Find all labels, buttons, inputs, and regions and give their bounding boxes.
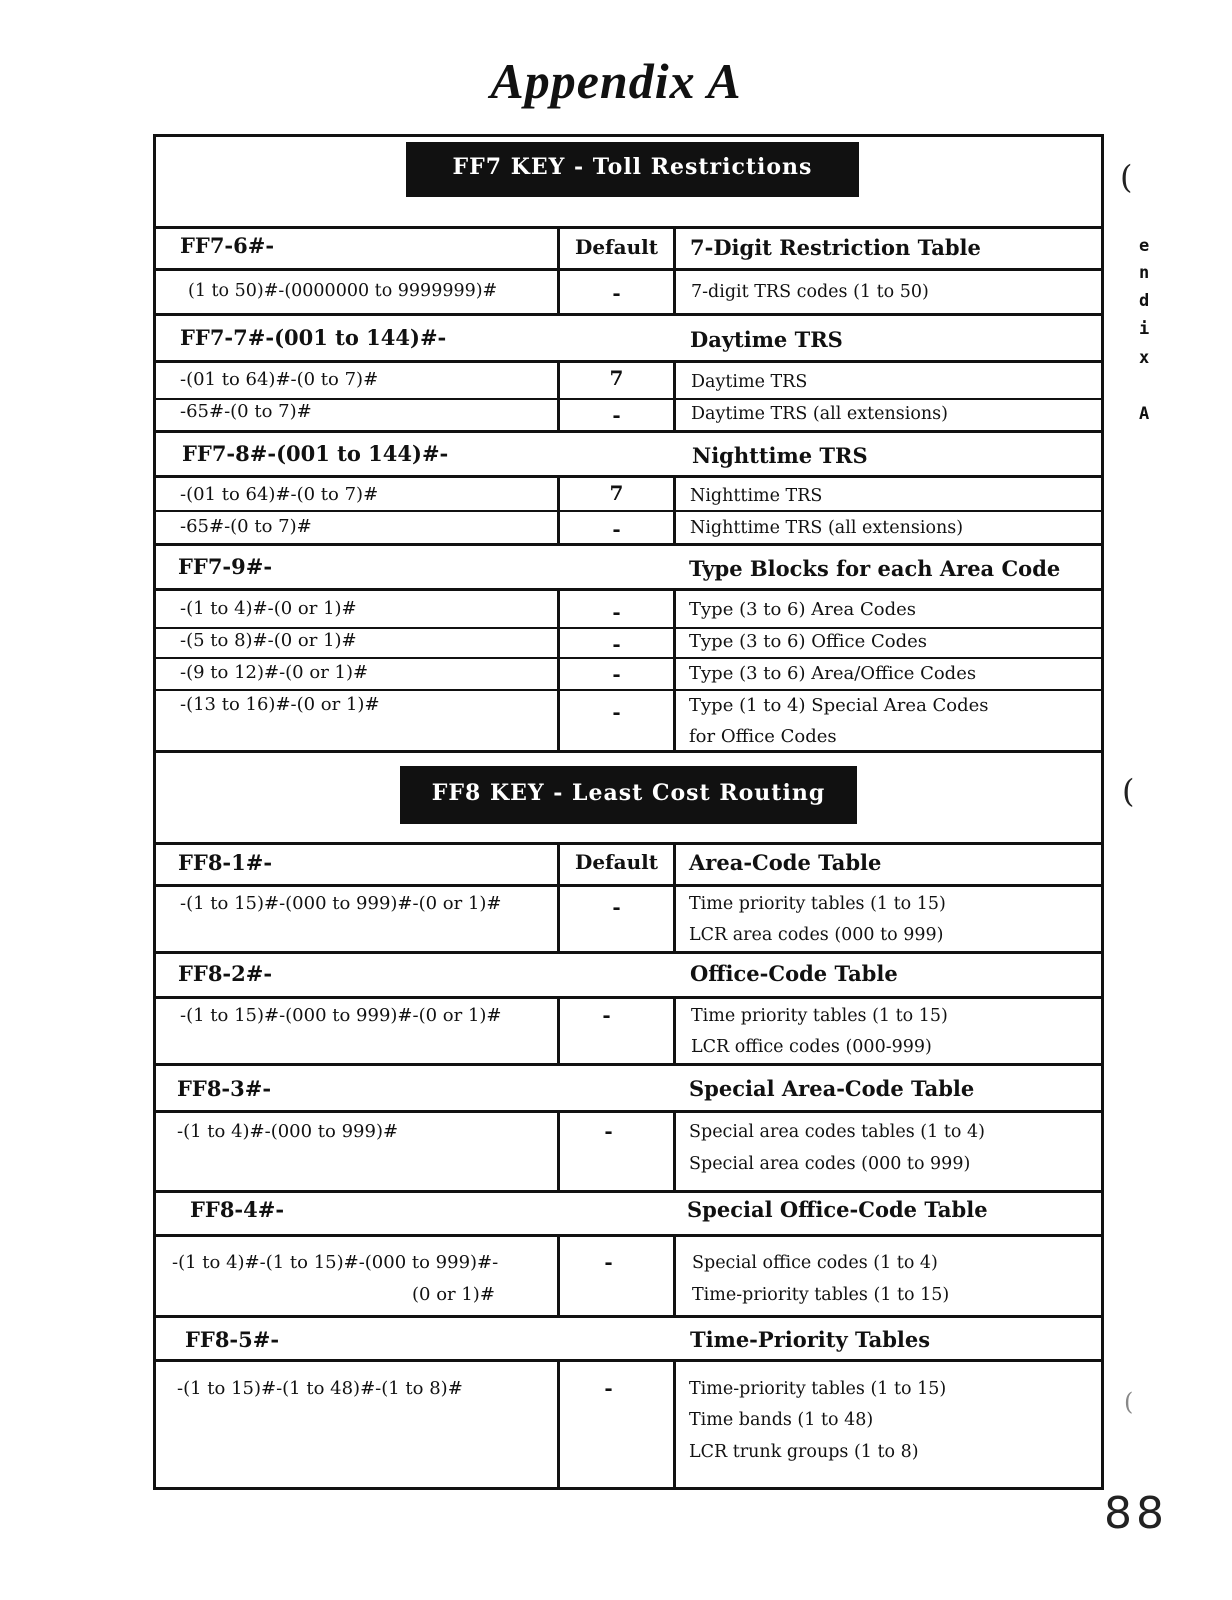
ff7-8-row-default: 7 — [609, 481, 624, 505]
ff8-1-desc-header: Area-Code Table — [689, 850, 882, 875]
ff7-7-row-desc: Daytime TRS (all extensions) — [691, 404, 948, 424]
ff8-1-desc-line: Time priority tables (1 to 15) — [689, 894, 946, 914]
ff7-6-desc-header: 7-Digit Restriction Table — [690, 235, 981, 260]
ff7-7-row-default: 7 — [609, 366, 624, 390]
ff7-7-desc-header: Daytime TRS — [690, 327, 843, 352]
ff8-4-param: -(1 to 4)#-(1 to 15)#-(000 to 999)#- — [172, 1252, 499, 1273]
punch-hole-mark: ( — [1120, 158, 1133, 196]
ff8-4-param-continued: (0 or 1)# — [412, 1284, 495, 1305]
ff7-9-row-desc: Type (3 to 6) Area Codes — [689, 599, 916, 620]
ff7-6-row-default: - — [612, 281, 621, 305]
side-tab-letter: d — [1139, 291, 1150, 311]
ff7-9-row-desc: Type (3 to 6) Office Codes — [689, 631, 928, 652]
ff8-5-param: -(1 to 15)#-(1 to 48)#-(1 to 8)# — [177, 1378, 463, 1399]
ff8-2-default: - — [602, 1003, 611, 1027]
ff7-6-row-param: (1 to 50)#-(0000000 to 9999999)# — [188, 281, 498, 301]
ff7-9-row-default: - — [612, 600, 621, 624]
ff8-5-desc-line: LCR trunk groups (1 to 8) — [689, 1442, 919, 1462]
punch-hole-mark: ( — [1122, 772, 1135, 810]
ff8-2-desc-line: Time priority tables (1 to 15) — [691, 1006, 948, 1026]
ff8-5-desc-header: Time-Priority Tables — [690, 1327, 931, 1352]
ff7-6-default-header: Default — [574, 235, 658, 259]
ff7-9-row-default: - — [612, 632, 621, 656]
ff7-8-row-default: - — [612, 517, 621, 541]
ff7-8-row-desc: Nighttime TRS (all extensions) — [690, 518, 964, 538]
ff7-7-code: FF7-7#-(001 to 144)#- — [180, 325, 447, 350]
ff8-3-param: -(1 to 4)#-(000 to 999)# — [177, 1121, 399, 1142]
ff8-5-code: FF8-5#- — [185, 1327, 280, 1352]
ff8-1-desc-line: LCR area codes (000 to 999) — [689, 925, 944, 945]
punch-hole-mark: ( — [1124, 1388, 1134, 1416]
ff8-1-default-header: Default — [574, 850, 658, 874]
ff7-9-desc-header: Type Blocks for each Area Code — [689, 556, 1061, 581]
ff7-8-code: FF7-8#-(001 to 144)#- — [182, 441, 449, 466]
ff7-9-row-desc-continued: for Office Codes — [689, 726, 837, 747]
page-title: Appendix A — [490, 53, 742, 109]
ff7-8-row-param: -65#-(0 to 7)# — [180, 516, 312, 537]
side-tab-letter: n — [1139, 263, 1150, 283]
ff8-4-code: FF8-4#- — [190, 1197, 285, 1222]
ff7-8-row-param: -(01 to 64)#-(0 to 7)# — [180, 484, 379, 505]
ff8-3-desc-header: Special Area-Code Table — [689, 1076, 975, 1101]
ff8-1-code: FF8-1#- — [178, 850, 273, 875]
ff7-9-row-default: - — [612, 662, 621, 686]
ff8-3-code: FF8-3#- — [177, 1076, 272, 1101]
ff8-5-desc-line: Time bands (1 to 48) — [689, 1410, 874, 1430]
ff8-2-desc-header: Office-Code Table — [690, 961, 898, 986]
ff7-9-row-desc: Type (3 to 6) Area/Office Codes — [689, 663, 977, 684]
ff7-8-desc-header: Nighttime TRS — [692, 443, 868, 468]
ff8-4-desc-line: Special office codes (1 to 4) — [692, 1253, 938, 1273]
ff7-7-row-param: -(01 to 64)#-(0 to 7)# — [180, 369, 379, 390]
ff8-3-default: - — [604, 1119, 613, 1143]
ff7-9-row-desc: Type (1 to 4) Special Area Codes — [689, 695, 989, 716]
ff8-4-desc-header: Special Office-Code Table — [687, 1197, 988, 1222]
ff7-9-row-param: -(5 to 8)#-(0 or 1)# — [180, 630, 357, 651]
ff7-9-code: FF7-9#- — [178, 554, 273, 579]
side-tab-letter: A — [1139, 404, 1150, 424]
ff7-9-row-param: -(9 to 12)#-(0 or 1)# — [180, 662, 369, 683]
ff8-4-default: - — [604, 1250, 613, 1274]
ff7-8-row-desc: Nighttime TRS — [690, 486, 823, 506]
ff8-banner: FF8 KEY - Least Cost Routing — [400, 766, 857, 824]
ff8-2-code: FF8-2#- — [178, 961, 273, 986]
ff7-9-row-param: -(1 to 4)#-(0 or 1)# — [180, 598, 357, 619]
ff7-7-row-param: -65#-(0 to 7)# — [180, 401, 312, 422]
ff8-3-desc-line: Special area codes tables (1 to 4) — [689, 1122, 985, 1142]
ff7-6-code: FF7-6#- — [180, 233, 275, 258]
ff7-7-row-desc: Daytime TRS — [691, 372, 808, 392]
ff8-2-desc-line: LCR office codes (000-999) — [691, 1037, 932, 1057]
page-number: 88 — [1104, 1488, 1168, 1539]
ff8-2-param: -(1 to 15)#-(000 to 999)#-(0 or 1)# — [180, 1005, 502, 1026]
ff8-4-desc-line: Time-priority tables (1 to 15) — [692, 1285, 950, 1305]
ff7-banner: FF7 KEY - Toll Restrictions — [406, 142, 859, 197]
side-tab-letter: x — [1139, 348, 1150, 368]
ff7-9-row-default: - — [612, 700, 621, 724]
ff8-3-desc-line: Special area codes (000 to 999) — [689, 1154, 971, 1174]
ff7-6-row-desc: 7-digit TRS codes (1 to 50) — [691, 282, 929, 302]
ff8-1-param: -(1 to 15)#-(000 to 999)#-(0 or 1)# — [180, 893, 502, 914]
ff8-1-default: - — [612, 895, 621, 919]
ff7-7-row-default: - — [612, 403, 621, 427]
ff8-5-default: - — [604, 1376, 613, 1400]
side-tab-letter: i — [1139, 319, 1150, 339]
side-tab-letter: e — [1139, 236, 1150, 256]
ff8-5-desc-line: Time-priority tables (1 to 15) — [689, 1379, 947, 1399]
ff7-9-row-param: -(13 to 16)#-(0 or 1)# — [180, 694, 380, 715]
